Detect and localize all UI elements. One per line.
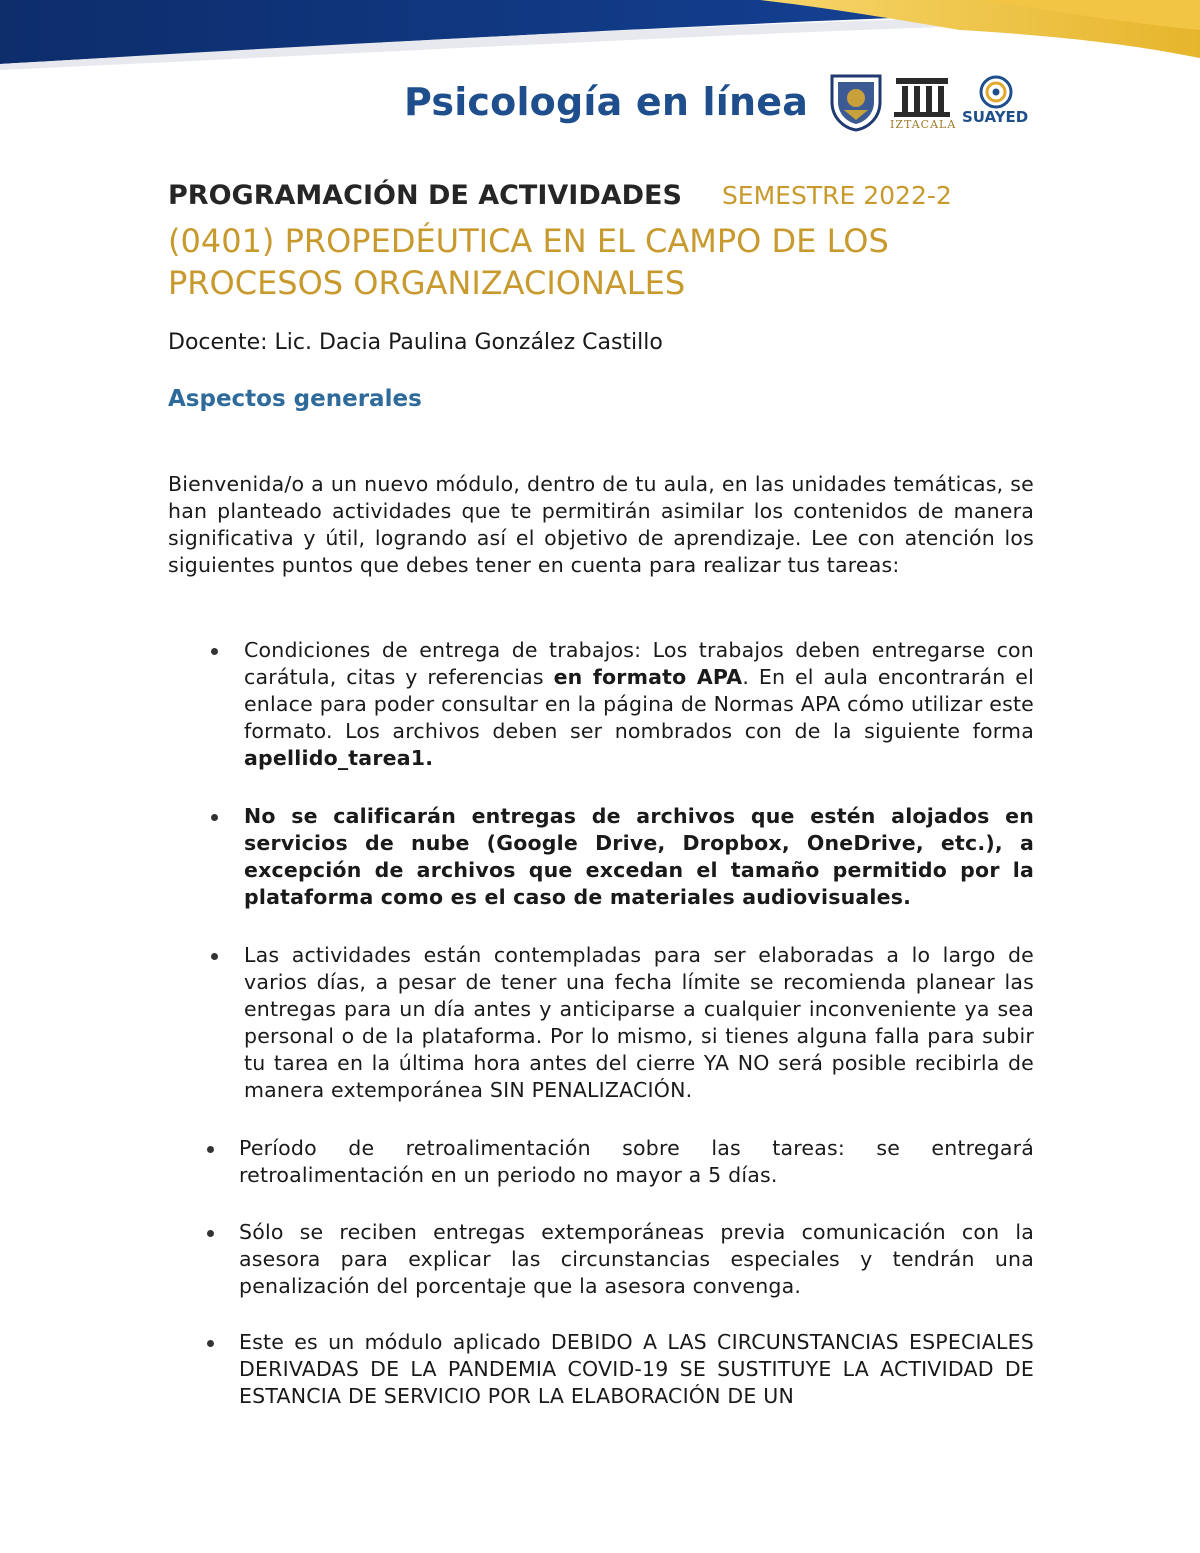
docente-line: Docente: Lic. Dacia Paulina González Castillo — [168, 330, 663, 355]
page-title: PROGRAMACIÓN DE ACTIVIDADES — [168, 180, 682, 211]
semester-label: SEMESTRE 2022-2 — [721, 181, 952, 210]
bullet-1-bold-filename: apellido_tarea1. — [244, 746, 434, 770]
bullet-item-6: Este es un módulo aplicado DEBIDO A LAS CIRCUNSTANCIAS ESPECIALES DERIVADAS DE LA PANDEMIA COVID-19 SE SUSTITUYE LA ACTIVIDAD DE ESTANCIA DE SERVICIO POR LA ELABORACIÓN DE UN — [239, 1330, 1034, 1408]
unam-shield-icon — [826, 72, 886, 132]
bullet-dot-icon — [205, 1144, 217, 1156]
bullet-item-5: Sólo se reciben entregas extemporáneas previa comunicación con la asesora para explicar las circunstancias especiales y tendrán una penalización del porcentaje que la asesora convenga. — [239, 1220, 1034, 1298]
suayed-label: SUAYED — [962, 108, 1029, 126]
iztacala-label: IZTACALA — [890, 118, 957, 131]
header-banner — [0, 0, 1200, 70]
bullet-1-text-a: Condiciones de entrega de trabajos: Los trabajos deben entregarse con carátula, citas y referencias — [244, 638, 1034, 689]
institution-logos — [820, 70, 1200, 134]
title-line — [168, 180, 952, 211]
bullet-item-4: Período de retroalimentación sobre las tareas: se entregará retroalimentación en un periodo no mayor a 5 días. — [239, 1136, 1034, 1187]
bullet-item-1 — [244, 637, 1034, 772]
intro-paragraph: Bienvenida/o a un nuevo módulo, dentro de tu aula, en las unidades temáticas, se han planteado actividades que te permitirán asimilar los contenidos de manera significativa y útil, logrando así el objetivo de aprendizaje. Lee con atención los siguientes puntos que debes tener en cuenta para realizar tus tareas: — [168, 472, 1034, 577]
bullet-dot-icon — [209, 812, 221, 824]
bullet-dot-icon — [209, 951, 221, 963]
bullet-1-text-b: . En el aula encontrarán el enlace para poder consultar en la página de Normas APA cómo utilizar este formato. Los archivos deben ser nombrados con de la siguiente forma — [244, 665, 1034, 743]
brand-title: Psicología en línea — [404, 80, 809, 124]
bullet-item-3: Las actividades están contempladas para ser elaboradas a lo largo de varios días, a pesar de tener una fecha límite se recomienda planear las entregas para un día antes y anticiparse a cualquier inconveniente ya sea personal o de la plataforma. Por lo mismo, si tienes alguna falla para subir tu tarea en la última hora antes del cierre YA NO será posible recibirla de manera extemporánea SIN PENALIZACIÓN. — [244, 943, 1034, 1102]
bullet-dot-icon — [205, 1228, 217, 1240]
bullet-dot-icon — [209, 646, 221, 658]
bullet-1-bold-apa: en formato APA — [553, 665, 743, 689]
course-title: (0401) PROPEDÉUTICA EN EL CAMPO DE LOS PROCESOS ORGANIZACIONALES — [168, 222, 889, 302]
iztacala-emblem-icon — [892, 72, 952, 122]
bullet-dot-icon — [205, 1338, 217, 1350]
bullet-item-2: No se calificarán entregas de archivos que estén alojados en servicios de nube (Google Drive, Dropbox, OneDrive, etc.), a excepción de archivos que excedan el tamaño permitido por la plataforma como es el caso de materiales audiovisuales. — [244, 804, 1034, 909]
section-heading: Aspectos generales — [168, 386, 422, 412]
suayed-target-icon — [978, 74, 1014, 110]
